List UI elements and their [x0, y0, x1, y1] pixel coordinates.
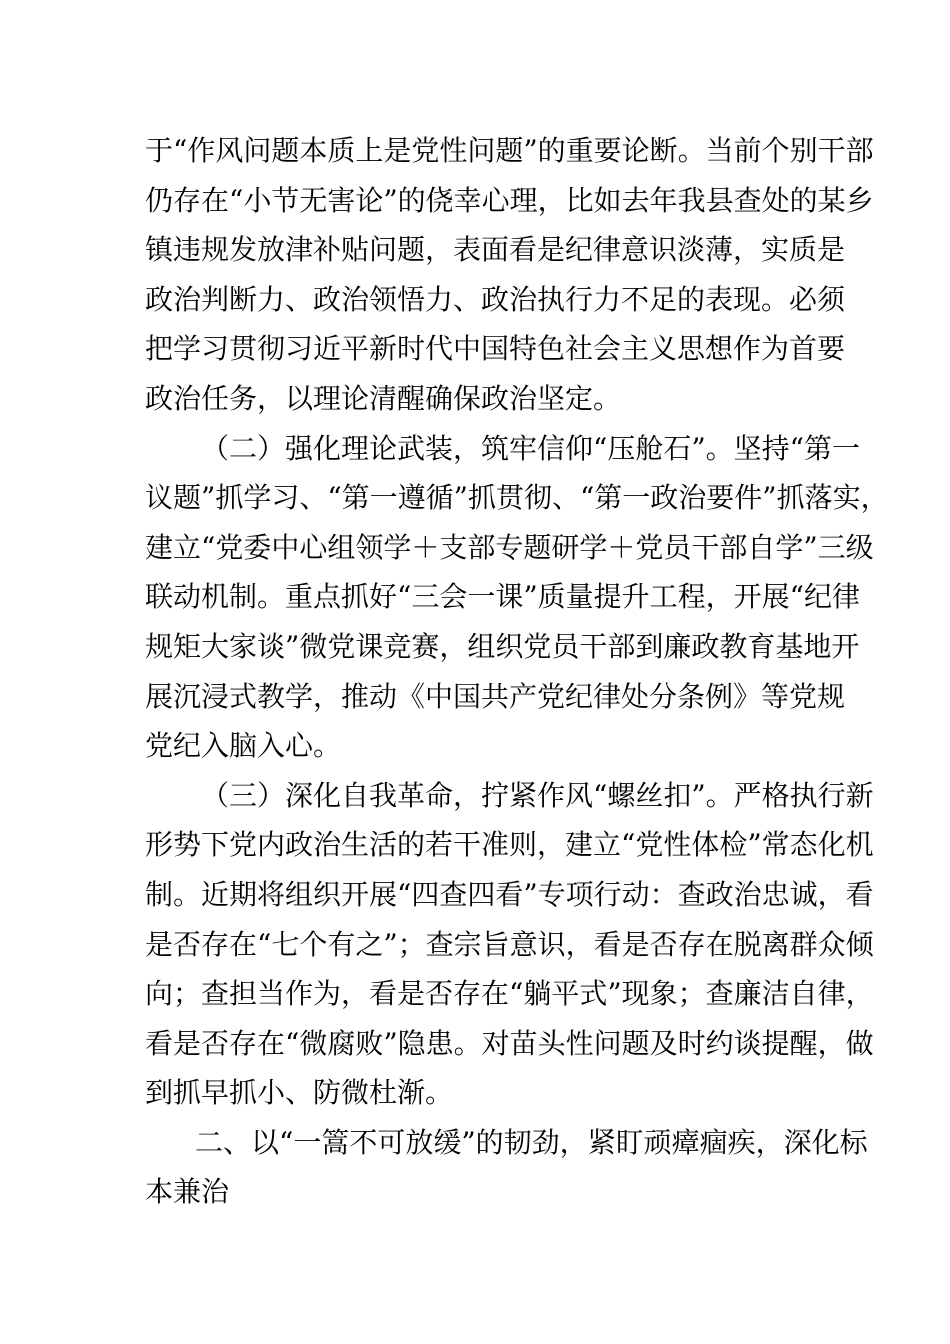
text-line: 联动机制。重点抓好“三会一课”质量提升工程，开展“纪律 [145, 580, 860, 614]
text-line: 到抓早抓小、防微杜渐。 [145, 1076, 454, 1110]
text-line: 政治判断力、政治领悟力、政治执行力不足的表现。必须 [145, 282, 846, 316]
text-line: 把学习贯彻习近平新时代中国特色社会主义思想作为首要 [145, 332, 846, 366]
paragraph-1 [145, 126, 874, 424]
text-line: 看是否存在“微腐败”隐患。对苗头性问题及时约谈提醒，做 [145, 1026, 874, 1060]
body-text [145, 126, 889, 1217]
text-line: 形势下党内政治生活的若干准则，建立“党性体检”常态化机 [145, 828, 874, 862]
text-line: 于“作风问题本质上是党性问题”的重要论断。当前个别干部 [145, 134, 874, 167]
text-line: 本兼治 [145, 1175, 230, 1209]
text-line: （三）深化自我革命，拧紧作风“螺丝扣”。严格执行新 [201, 778, 874, 812]
paragraph-3 [145, 771, 874, 1118]
text-line: 镇违规发放津补贴问题，表面看是纪律意识淡薄，实质是 [145, 233, 846, 267]
text-line: 展沉浸式教学，推动《中国共产党纪律处分条例》等党规 [145, 679, 846, 713]
text-line: 仍存在“小节无害论”的侥幸心理，比如去年我县查处的某乡 [145, 183, 874, 217]
text-line: 政治任务，以理论清醒确保政治坚定。 [145, 381, 622, 415]
paragraph-4-heading [145, 1118, 868, 1217]
text-line: 规矩大家谈”微党课竞赛，组织党员干部到廉政教育基地开 [145, 629, 860, 663]
text-line: （二）强化理论武装，筑牢信仰“压舱石”。坚持“第一 [201, 431, 860, 465]
text-line: 二、以“一篙不可放缓”的韧劲，紧盯顽瘴痼疾，深化标 [195, 1125, 868, 1159]
text-line: 建立“党委中心组领学＋支部专题研学＋党员干部自学”三级 [145, 530, 874, 564]
paragraph-2 [145, 424, 889, 771]
text-line: 是否存在“七个有之”；查宗旨意识，看是否存在脱离群众倾 [145, 927, 874, 961]
text-line: 党纪入脑入心。 [145, 729, 342, 763]
text-line: 议题”抓学习、“第一遵循”抓贯彻、“第一政治要件”抓落实， [145, 481, 889, 515]
text-line: 向；查担当作为，看是否存在“躺平式”现象；查廉洁自律， [145, 977, 874, 1011]
text-line: 制。近期将组织开展“四查四看”专项行动：查政治忠诚，看 [145, 877, 874, 911]
